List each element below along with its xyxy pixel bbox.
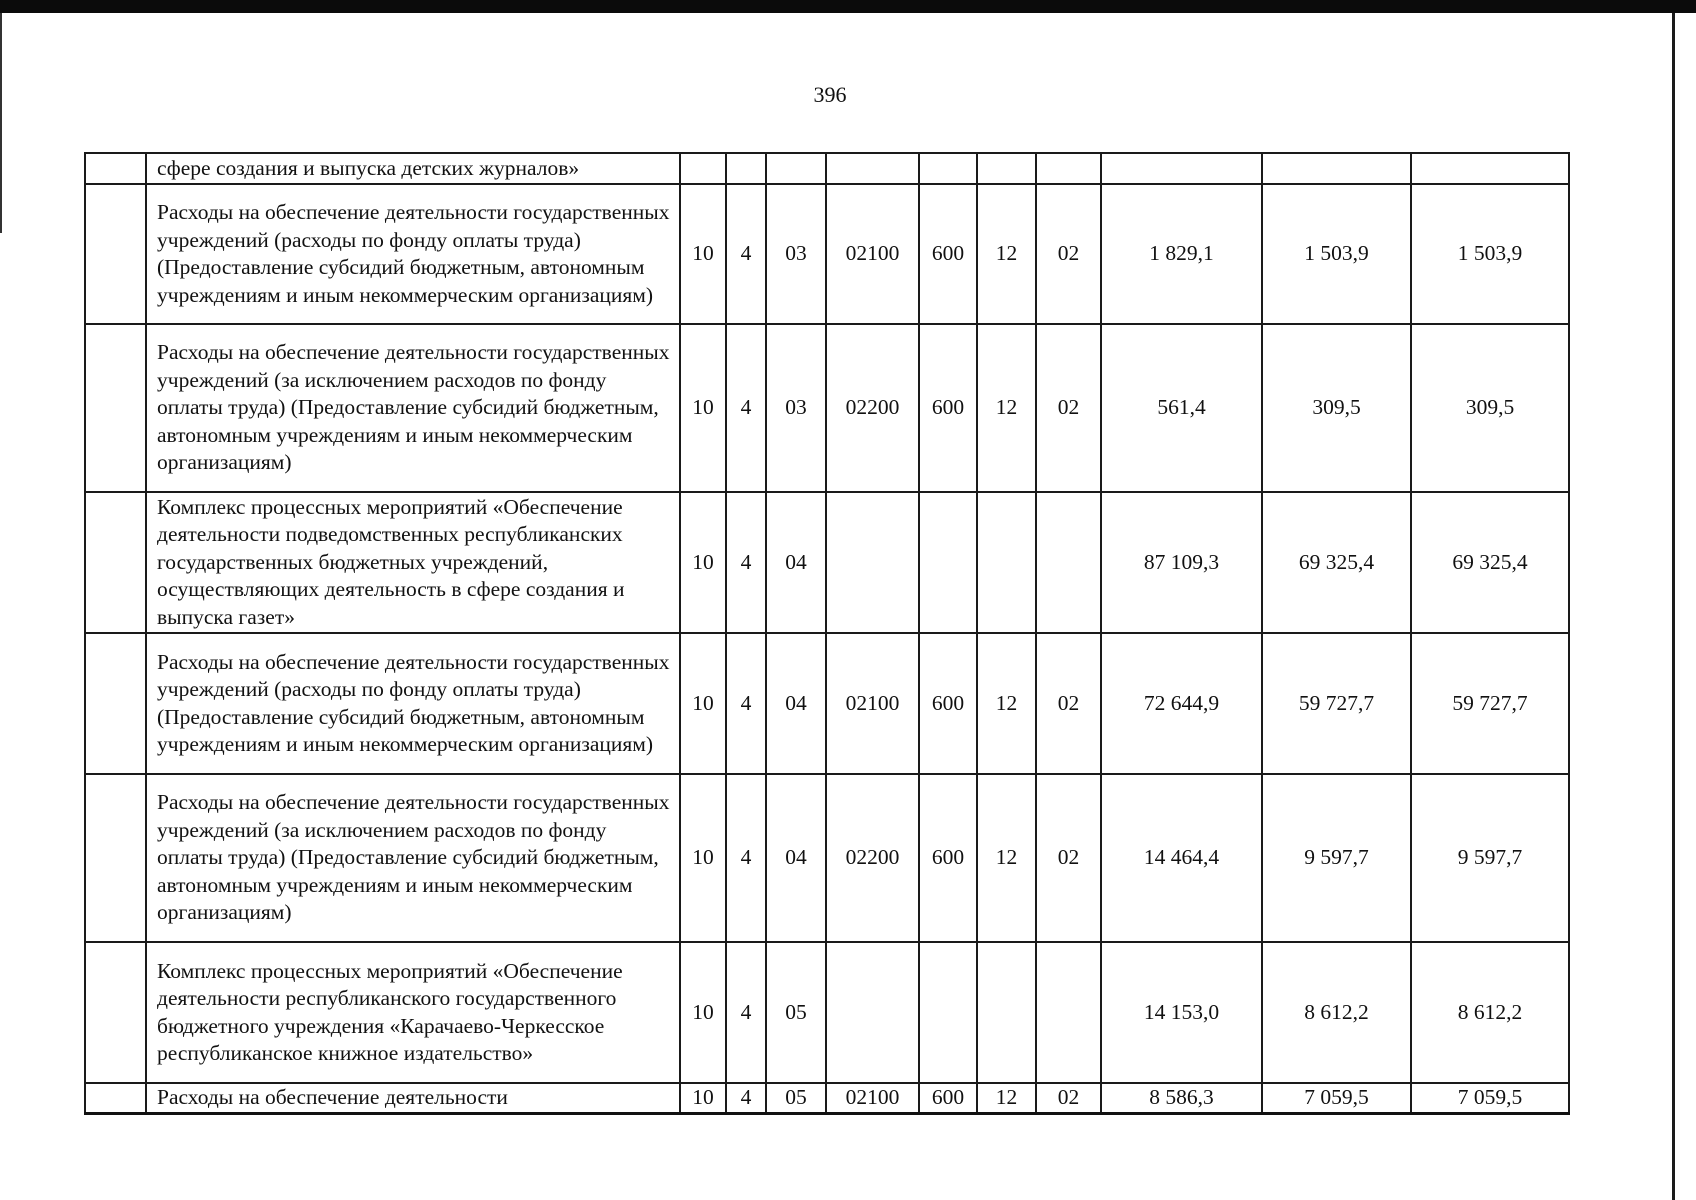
page-number: 396 — [813, 82, 847, 107]
row-index-cell — [85, 184, 146, 324]
expense-type-cell: 600 — [919, 633, 977, 774]
program-code-cell: 4 — [726, 774, 766, 942]
subprogram-code-cell: 03 — [766, 324, 826, 492]
row-index-cell — [85, 492, 146, 633]
program-code-cell: 4 — [726, 942, 766, 1083]
row-index-cell — [85, 324, 146, 492]
expense-type-cell: 600 — [919, 184, 977, 324]
row-index-cell — [85, 633, 146, 774]
subprogram-code-cell — [766, 153, 826, 184]
amount-year3-cell: 69 325,4 — [1411, 492, 1569, 633]
program-code-cell: 4 — [726, 1083, 766, 1113]
ministry-code-cell: 10 — [680, 184, 726, 324]
amount-year1-cell: 8 586,3 — [1101, 1083, 1262, 1113]
row-index-cell — [85, 942, 146, 1083]
amount-year3-cell: 9 597,7 — [1411, 774, 1569, 942]
scan-left-border — [0, 13, 2, 233]
row-index-cell — [85, 774, 146, 942]
program-code-cell: 4 — [726, 633, 766, 774]
amount-year1-cell: 561,4 — [1101, 324, 1262, 492]
subsection-code-cell: 02 — [1036, 774, 1101, 942]
amount-year3-cell: 59 727,7 — [1411, 633, 1569, 774]
subprogram-code-cell: 05 — [766, 942, 826, 1083]
description-cell: Расходы на обеспечение деятельности государственных учреждений (расходы по фонду оплаты труда) (Предоставление субсидий бюджетным, автономным учреждениям и иным некоммерческим организациям) — [146, 184, 680, 324]
ministry-code-cell: 10 — [680, 492, 726, 633]
subsection-code-cell: 02 — [1036, 633, 1101, 774]
table-row — [85, 153, 1569, 184]
section-code-cell: 12 — [977, 324, 1036, 492]
direction-code-cell: 02100 — [826, 184, 919, 324]
table-row — [85, 184, 1569, 324]
budget-table — [84, 152, 1570, 1115]
subsection-code-cell: 02 — [1036, 184, 1101, 324]
table-row — [85, 942, 1569, 1083]
program-code-cell: 4 — [726, 324, 766, 492]
subsection-code-cell — [1036, 942, 1101, 1083]
amount-year3-cell — [1411, 153, 1569, 184]
section-code-cell: 12 — [977, 184, 1036, 324]
expense-type-cell — [919, 153, 977, 184]
scan-right-border — [1672, 13, 1675, 1200]
amount-year2-cell: 1 503,9 — [1262, 184, 1411, 324]
ministry-code-cell — [680, 153, 726, 184]
expense-type-cell: 600 — [919, 774, 977, 942]
subprogram-code-cell: 04 — [766, 774, 826, 942]
amount-year1-cell: 87 109,3 — [1101, 492, 1262, 633]
expense-type-cell — [919, 942, 977, 1083]
description-cell: Расходы на обеспечение деятельности государственных учреждений (за исключением расходов по фонду оплаты труда) (Предоставление субсидий бюджетным, автономным учреждениям и иным некоммерческим организациям) — [146, 324, 680, 492]
subsection-code-cell: 02 — [1036, 324, 1101, 492]
row-index-cell — [85, 1083, 146, 1113]
section-code-cell: 12 — [977, 633, 1036, 774]
amount-year3-cell: 309,5 — [1411, 324, 1569, 492]
description-cell: Расходы на обеспечение деятельности — [146, 1083, 680, 1113]
amount-year2-cell: 8 612,2 — [1262, 942, 1411, 1083]
section-code-cell: 12 — [977, 774, 1036, 942]
ministry-code-cell: 10 — [680, 324, 726, 492]
direction-code-cell — [826, 942, 919, 1083]
amount-year1-cell: 1 829,1 — [1101, 184, 1262, 324]
amount-year2-cell: 7 059,5 — [1262, 1083, 1411, 1113]
table-row — [85, 1083, 1569, 1113]
description-cell: Комплекс процессных мероприятий «Обеспечение деятельности республиканского государственного бюджетного учреждения «Карачаево-Черкесское республиканское книжное издательство» — [146, 942, 680, 1083]
amount-year3-cell: 1 503,9 — [1411, 184, 1569, 324]
description-cell: Расходы на обеспечение деятельности государственных учреждений (расходы по фонду оплаты труда) (Предоставление субсидий бюджетным, автономным учреждениям и иным некоммерческим организациям) — [146, 633, 680, 774]
subsection-code-cell — [1036, 153, 1101, 184]
subprogram-code-cell: 05 — [766, 1083, 826, 1113]
direction-code-cell — [826, 153, 919, 184]
program-code-cell: 4 — [726, 184, 766, 324]
expense-type-cell: 600 — [919, 1083, 977, 1113]
section-code-cell — [977, 153, 1036, 184]
table-row — [85, 774, 1569, 942]
subprogram-code-cell: 04 — [766, 633, 826, 774]
section-code-cell — [977, 942, 1036, 1083]
expense-type-cell: 600 — [919, 324, 977, 492]
ministry-code-cell: 10 — [680, 633, 726, 774]
expense-type-cell — [919, 492, 977, 633]
ministry-code-cell: 10 — [680, 942, 726, 1083]
amount-year2-cell: 9 597,7 — [1262, 774, 1411, 942]
program-code-cell — [726, 153, 766, 184]
amount-year2-cell: 59 727,7 — [1262, 633, 1411, 774]
description-cell: Комплекс процессных мероприятий «Обеспечение деятельности подведомственных республиканских государственных бюджетных учреждений, осуществляющих деятельность в сфере создания и выпуска газет» — [146, 492, 680, 633]
row-index-cell — [85, 153, 146, 184]
scan-top-border — [0, 0, 1696, 13]
amount-year1-cell: 72 644,9 — [1101, 633, 1262, 774]
amount-year1-cell: 14 153,0 — [1101, 942, 1262, 1083]
direction-code-cell: 02200 — [826, 324, 919, 492]
description-cell: сфере создания и выпуска детских журналов» — [146, 153, 680, 184]
ministry-code-cell: 10 — [680, 774, 726, 942]
amount-year2-cell: 309,5 — [1262, 324, 1411, 492]
subprogram-code-cell: 04 — [766, 492, 826, 633]
direction-code-cell: 02100 — [826, 1083, 919, 1113]
section-code-cell: 12 — [977, 1083, 1036, 1113]
direction-code-cell: 02200 — [826, 774, 919, 942]
table-row — [85, 633, 1569, 774]
direction-code-cell — [826, 492, 919, 633]
subprogram-code-cell: 03 — [766, 184, 826, 324]
table-row — [85, 324, 1569, 492]
description-cell: Расходы на обеспечение деятельности государственных учреждений (за исключением расходов по фонду оплаты труда) (Предоставление субсидий бюджетным, автономным учреждениям и иным некоммерческим организациям) — [146, 774, 680, 942]
amount-year2-cell — [1262, 153, 1411, 184]
ministry-code-cell: 10 — [680, 1083, 726, 1113]
section-code-cell — [977, 492, 1036, 633]
table-row — [85, 492, 1569, 633]
subsection-code-cell — [1036, 492, 1101, 633]
direction-code-cell: 02100 — [826, 633, 919, 774]
amount-year2-cell: 69 325,4 — [1262, 492, 1411, 633]
amount-year3-cell: 7 059,5 — [1411, 1083, 1569, 1113]
amount-year1-cell: 14 464,4 — [1101, 774, 1262, 942]
amount-year1-cell — [1101, 153, 1262, 184]
amount-year3-cell: 8 612,2 — [1411, 942, 1569, 1083]
program-code-cell: 4 — [726, 492, 766, 633]
subsection-code-cell: 02 — [1036, 1083, 1101, 1113]
